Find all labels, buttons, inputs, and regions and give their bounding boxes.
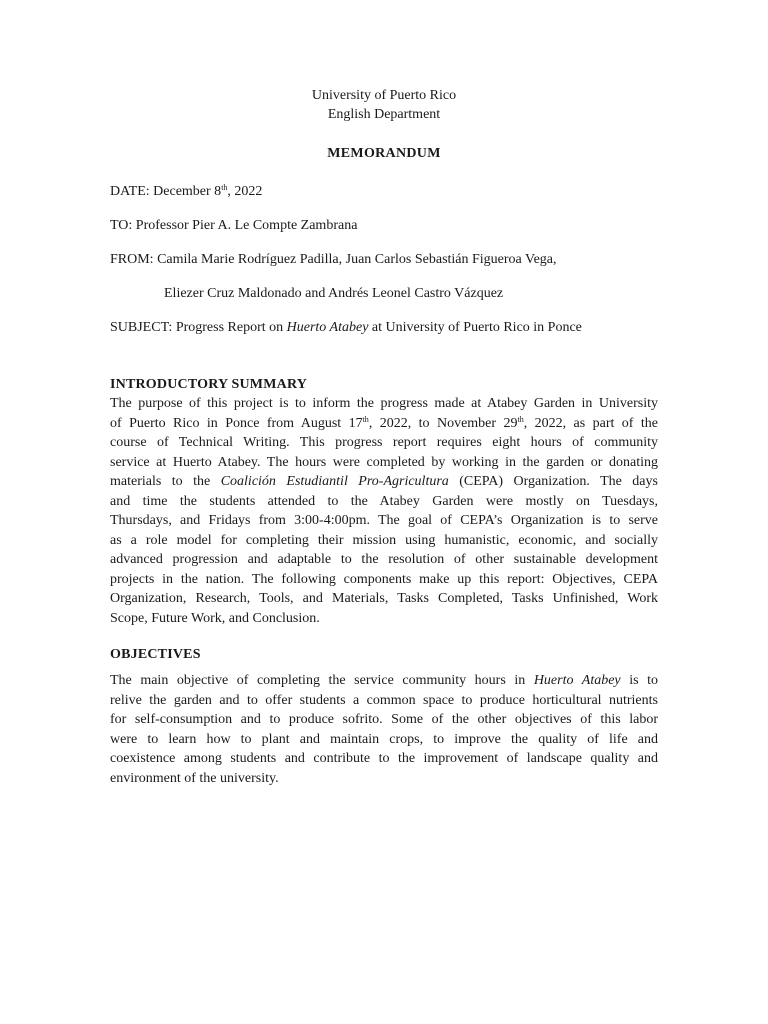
intro-line: The purpose of this project is to inform the progress made at Atabey Garden in University <box>110 396 658 411</box>
intro-line: as a role model for completing their mission using humanistic, economic, and socially <box>110 532 658 548</box>
objectives-line: for self-consumption and to produce sofrito. Some of the other objectives of this labor <box>110 712 658 727</box>
intro-line: advanced progression and adaptable to the resolution of other sustainable development <box>110 552 658 567</box>
objectives-paragraph <box>110 671 658 788</box>
intro-paragraph <box>110 394 658 628</box>
intro-line: Scope, Future Work, and Conclusion. <box>110 610 320 626</box>
objectives-line: The main objective of completing the service community hours in Huerto Atabey is to <box>110 673 658 688</box>
intro-heading: INTRODUCTORY SUMMARY <box>110 377 308 392</box>
date-prefix: DATE: December 8 <box>110 184 222 199</box>
date-superscript: th <box>221 183 228 192</box>
subject-italic: Huerto Atabey <box>286 320 369 335</box>
subject-suffix: at University of Puerto Rico in Ponce <box>368 320 582 335</box>
university-name: University of Puerto Rico <box>311 88 457 103</box>
intro-line: service at Huerto Atabey. The hours were completed by working in the garden or donating <box>110 454 658 470</box>
subject-prefix: SUBJECT: Progress Report on <box>110 320 287 335</box>
objectives-line: coexistence among students and contribute to the improvement of landscape quality and <box>110 751 658 766</box>
objectives-line: relive the garden and to offer students a common space to produce horticultural nutrients <box>110 692 658 708</box>
intro-line: and time the students attended to the Atabey Garden were mostly on Tuesdays, <box>110 493 658 509</box>
subject-line <box>110 318 582 337</box>
objectives-heading: OBJECTIVES <box>110 647 201 662</box>
intro-line: of Puerto Rico in Ponce from August 17th, 2022, to November 29th, 2022, as part of the <box>110 414 658 431</box>
intro-line: Thursdays, and Fridays from 3:00-4:00pm. The goal of CEPA’s Organization is to serve <box>110 513 658 528</box>
memo-title: MEMORANDUM <box>327 146 441 161</box>
department-name: English Department <box>327 107 441 122</box>
intro-line: course of Technical Writing. This progress report requires eight hours of community <box>110 435 658 450</box>
to-line: TO: Professor Pier A. Le Compte Zambrana <box>110 218 358 233</box>
from-line-2: Eliezer Cruz Maldonado and Andrés Leonel Castro Vázquez <box>164 286 504 301</box>
objectives-line: environment of the university. <box>110 770 279 786</box>
intro-line: Organization, Research, Tools, and Materials, Tasks Completed, Tasks Unfinished, Work <box>110 591 658 606</box>
from-line-1: FROM: Camila Marie Rodríguez Padilla, Juan Carlos Sebastián Figueroa Vega, <box>110 252 557 267</box>
intro-line: projects in the nation. The following components make up this report: Objectives, CEPA <box>110 571 658 587</box>
intro-line: materials to the Coalición Estudiantil Pro-Agricultura (CEPA) Organization. The days <box>110 474 658 489</box>
date-suffix: , 2022 <box>227 184 263 199</box>
objectives-line: were to learn how to plant and maintain crops, to improve the quality of life and <box>110 731 658 747</box>
date-line <box>110 182 262 201</box>
